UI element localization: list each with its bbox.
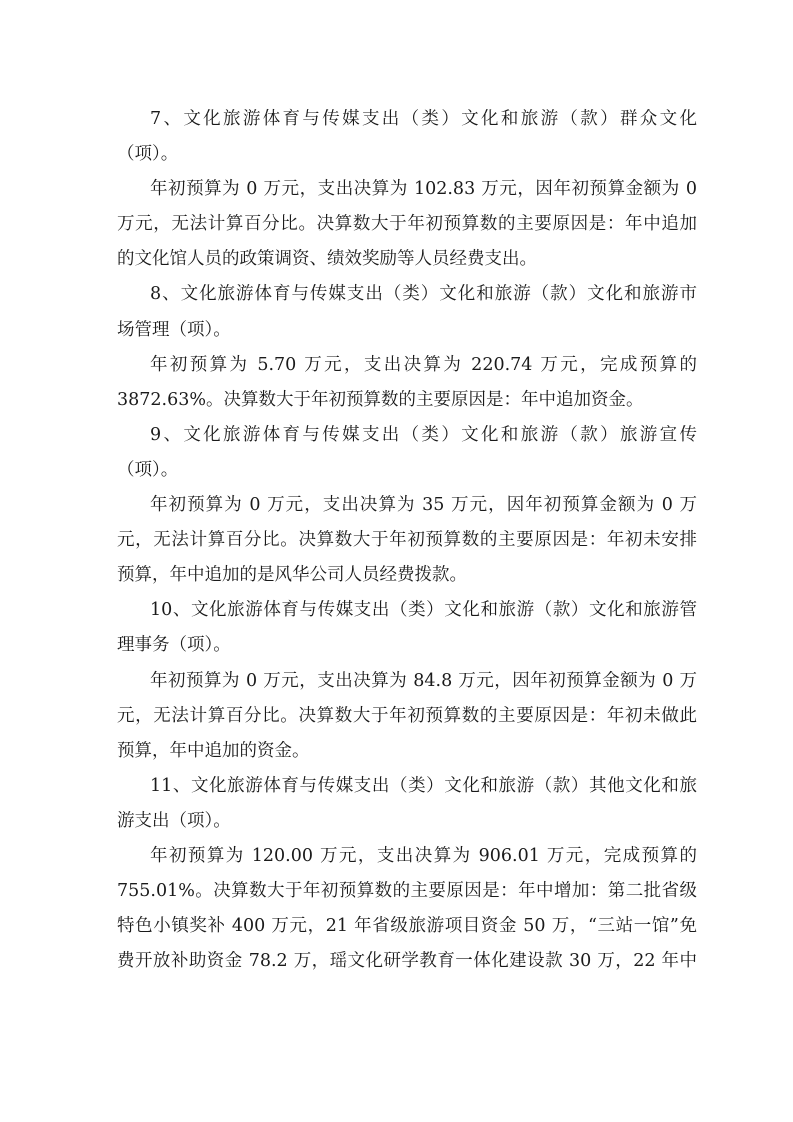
text-line: 3872.63%。决算数大于年初预算数的主要原因是：年中追加资金。	[117, 389, 644, 410]
text-line: 年初预算为 120.00 万元，支出决算为 906.01 万元，完成预算的	[150, 845, 697, 866]
text-line: 7、文化旅游体育与传媒支出（类）文化和旅游（款）群众文化	[150, 109, 697, 129]
text-line: 年初预算为 0 万元，支出决算为 35 万元，因年初预算金额为 0 万	[150, 495, 697, 516]
paragraph	[117, 593, 697, 663]
text-line: 755.01%。决算数大于年初预算数的主要原因是：年中增加：第二批省级	[117, 881, 697, 902]
text-line: 元，无法计算百分比。决算数大于年初预算数的主要原因是：年初未安排	[117, 530, 697, 551]
text-line: 8、文化旅游体育与传媒支出（类）文化和旅游（款）文化和旅游市	[150, 284, 697, 305]
text-line: 10、文化旅游体育与传媒支出（类）文化和旅游（款）文化和旅游管	[150, 600, 697, 621]
text-line: 年初预算为 0 万元，支出决算为 84.8 万元，因年初预算金额为 0 万	[150, 670, 697, 691]
paragraph	[117, 839, 697, 979]
text-line: 11、文化旅游体育与传媒支出（类）文化和旅游（款）其他文化和旅	[150, 775, 697, 796]
text-line: 场管理（项）。	[117, 319, 231, 340]
paragraph	[117, 664, 697, 769]
paragraph	[117, 172, 697, 277]
text-line: （项）。	[117, 144, 179, 165]
text-line: 理事务（项）。	[117, 635, 231, 656]
paragraph	[117, 102, 697, 172]
text-line: 预算，年中追加的资金。	[117, 740, 310, 761]
paragraph	[117, 418, 697, 488]
text-line: 年初预算为 0 万元，支出决算为 102.83 万元，因年初预算金额为 0	[150, 179, 697, 200]
text-line: 游支出（项）。	[117, 810, 231, 831]
paragraph	[117, 769, 697, 839]
text-line: 费开放补助资金 78.2 万，瑶文化研学教育一体化建设款 30 万，22 年中	[117, 951, 697, 972]
text-line: 预算，年中追加的是风华公司人员经费拨款。	[117, 565, 467, 586]
paragraph	[117, 277, 697, 347]
text-line: 万元，无法计算百分比。决算数大于年初预算数的主要原因是：年中追加	[117, 214, 697, 235]
text-line: （项）。	[117, 459, 179, 480]
paragraph	[117, 348, 697, 418]
text-line: 特色小镇奖补 400 万元，21 年省级旅游项目资金 50 万，“三站一馆”免	[117, 916, 697, 937]
text-line: 年初预算为 5.70 万元，支出决算为 220.74 万元，完成预算的	[150, 354, 697, 375]
text-line: 元，无法计算百分比。决算数大于年初预算数的主要原因是：年初未做此	[117, 705, 697, 726]
paragraph	[117, 488, 697, 593]
document-body	[117, 102, 697, 979]
text-line: 9、文化旅游体育与传媒支出（类）文化和旅游（款）旅游宣传	[150, 424, 697, 445]
text-line: 的文化馆人员的政策调资、绩效奖励等人员经费支出。	[117, 249, 537, 270]
